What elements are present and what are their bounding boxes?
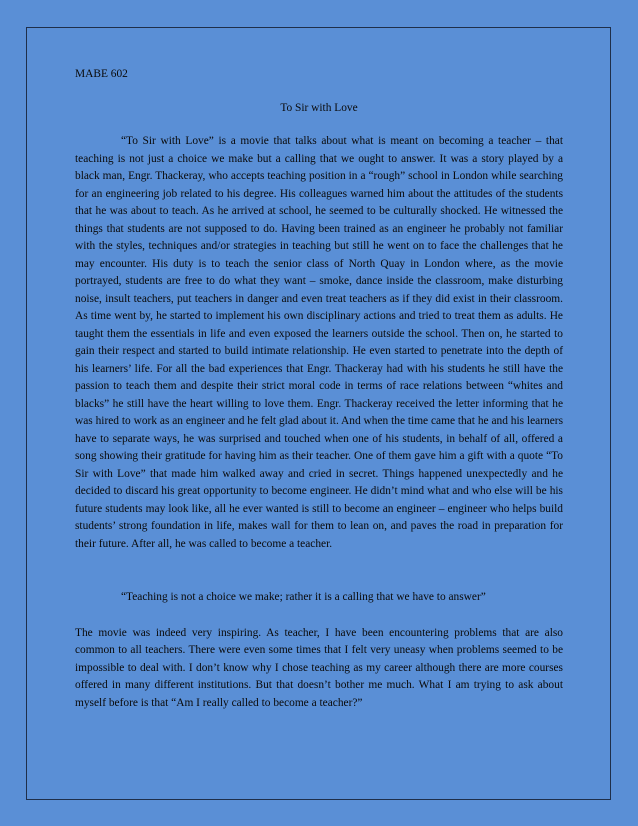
course-code: MABE 602 [75,68,128,80]
document-content [75,66,563,712]
paragraph-reflection: The movie was indeed very inspiring. As teacher, I have been encountering problems that are also common to all teachers. There were even some times that I felt very uneasy when problems seemed to be impossible to deal with. I don’t know why I chose teaching as my career although there are more courses offered in many different institutions. But that doesn’t bother me much. What I am trying to ask about myself before is that “Am I really called to become a teacher?” [75,626,563,709]
quote: “Teaching is not a choice we make; rather it is a calling that we have to answer” [121,591,486,603]
document-title: To Sir with Love [280,101,358,114]
paragraph-summary: “To Sir with Love” is a movie that talks about what is meant on becoming a teacher – that teaching is not just a choice we make but a calling that we ought to answer. It was a story played by a black man, Engr. Thackeray, who accepts teaching position in a “rough” school in London while searching for an engineering job related to his degree. His colleagues warned him about the attitudes of the students that he was about to teach. As he arrived at school, he seemed to be culturally shocked. He witnessed the things that students are not supposed to do. Having been trained as an engineer he probably not familiar with the styles, techniques and/or strategies in teaching but still he went on to face the challenges that he may encounter. His duty is to teach the senior class of North Quay in London where, as the movie portrayed, students are free to do what they want – smoke, dance inside the classroom, make disturbing noise, insult teachers, put teachers in danger and even treat teachers as if they did exist in their classroom. As time went by, he started to implement his own disciplinary actions and tried to treat them as adults. He taught them the essentials in life and even exposed the learners outside the school. Then on, he started to gain their respect and started to build intimate relationship. He even started to penetrate into the depth of his learners’ life. For all the bad experiences that Engr. Thackeray had with his students he still have the passion to teach them and despite their strict moral code in terms of race relations between “whites and blacks” he still have the heart willing to love them. Engr. Thackeray received the letter informing that he was hired to work as an engineer and he felt glad about it. And when the time came that he and his learners have to separate ways, he was surprised and touched when one of his students, in behalf of all, offered a song showing their gratitude for having him as their teacher. One of them gave him a gift with a quote “To Sir with Love” that made him walked away and cried in secret. Things happened unexpectedly and he decided to discard his great opportunity to become engineer. He didn’t mind what and who else will be his future students may look like, all he ever wanted is still to become an engineer – engineer who helps build students’ strong foundation in life, makes wall for them to lean on, and paves the road in preparation for their future. After all, he was called to become a teacher. [75,135,563,550]
